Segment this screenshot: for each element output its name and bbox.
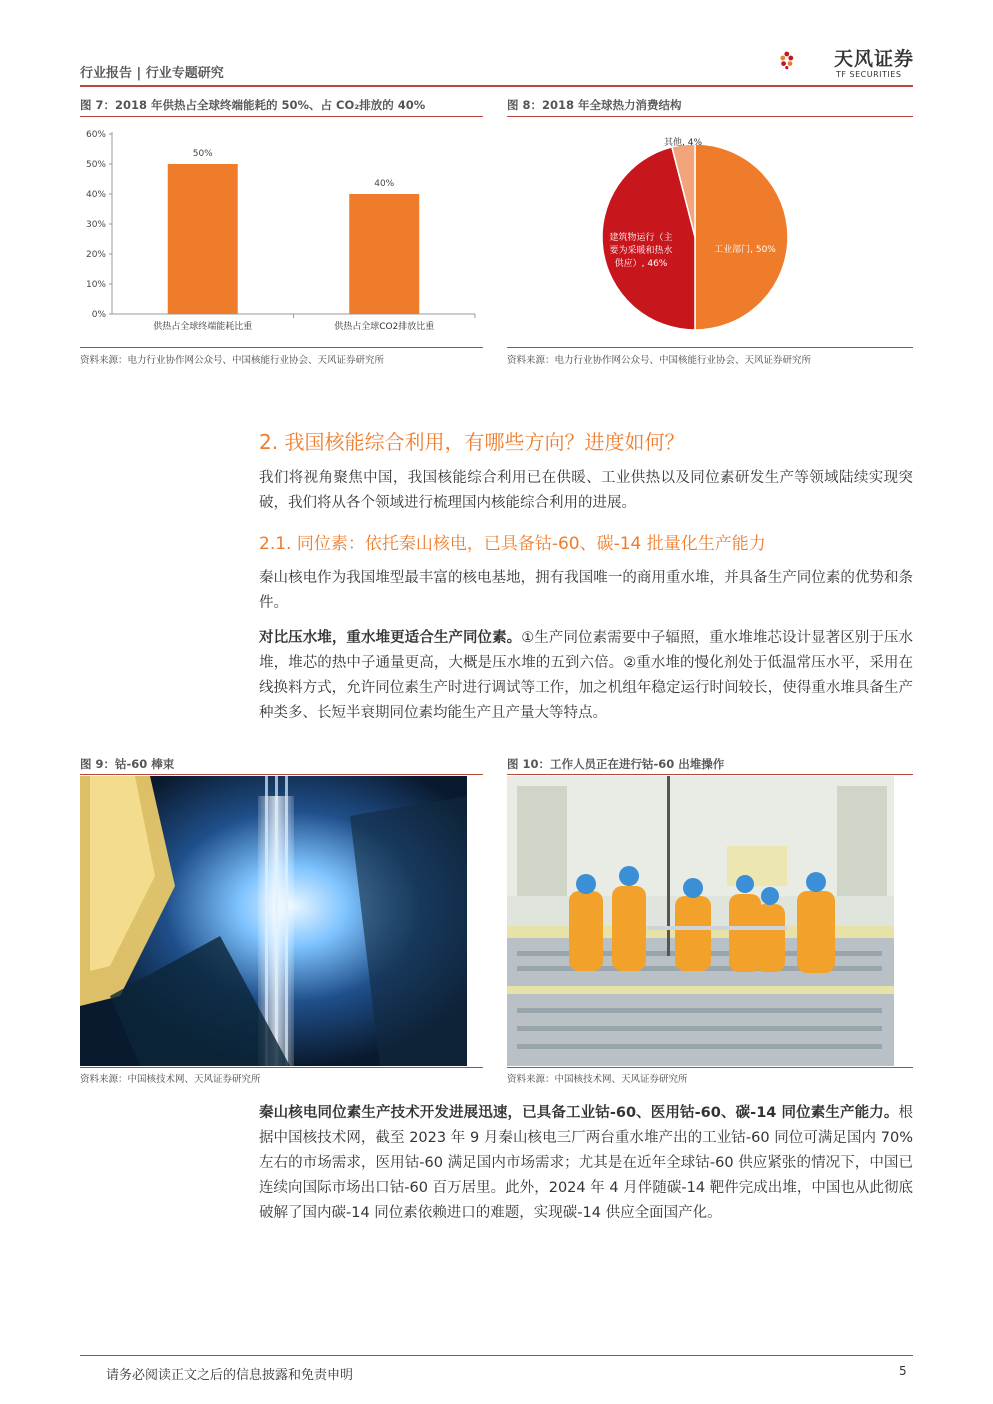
- fig7-bottom-rule: [80, 347, 483, 348]
- section-2-1-paragraph-2: [259, 626, 913, 726]
- pie-slice-label: 其他, 4%: [664, 138, 702, 148]
- y-tick-label: 30%: [85, 220, 106, 230]
- section-2-paragraph: 我们将视角聚焦中国，我国核能综合利用已在供暖、工业供热以及同位素研发生产等领域陆续实现突破，我们将从各个领域进行梳理国内核能综合利用的进展。: [259, 470, 913, 511]
- fig8-title: 图 8：2018 年全球热力消费结构: [507, 98, 682, 112]
- y-tick-label: 20%: [85, 250, 106, 260]
- cobalt-60-operation-photo: [507, 776, 894, 1066]
- x-category-label: 供热占全球终端能耗比重: [153, 322, 253, 332]
- fig7-title-rule: [80, 116, 483, 117]
- paragraph-3-lead: 秦山核电同位素生产技术开发进展迅速，已具备工业钴-60、医用钴-60、碳-14 同位素生产能力。: [259, 1105, 899, 1121]
- fig10-bottom-rule: [507, 1067, 913, 1068]
- bar-data-label: 50%: [192, 149, 213, 159]
- fig9-bottom-rule: [80, 1067, 483, 1068]
- bar-data-label: 40%: [374, 179, 395, 189]
- y-tick-label: 10%: [85, 280, 106, 290]
- paragraph-2-body: ①生产同位素需要中子辐照，重水堆堆芯设计显著区别于压水堆，堆芯的热中子通量更高，大概是压水堆的五到六倍。②重水堆的慢化剂处于低温常压水平，采用在线换料方式，允许同位素生产时进行调试等工作，加之机组年稳定运行时间较长，使得重水堆具备生产种类多、长短半衰期同位素均能生产且产量大等特点。: [259, 630, 914, 721]
- tf-securities-logo-icon: [778, 36, 834, 84]
- fig9-source: 资料来源：中国核技术网、天风证券研究所: [80, 1074, 261, 1085]
- pie-slice-label: 建筑物运行（主要为采暖和热水供应）, 46%: [609, 233, 673, 269]
- section-2-1-paragraph-3: [259, 1101, 913, 1226]
- fig10-title-rule: [507, 774, 913, 775]
- fig8-title-rule: [507, 116, 913, 117]
- y-tick-label: 0%: [91, 310, 106, 320]
- fig7-bar-chart: [80, 122, 483, 344]
- fig8-source: 资料来源：电力行业协作网公众号、中国核能行业协会、天风证券研究所: [507, 355, 812, 366]
- pie-slice-label: 工业部门, 50%: [714, 245, 776, 255]
- fig8-pie-chart: [507, 122, 913, 344]
- report-category: 行业报告 | 行业专题研究: [80, 66, 224, 81]
- fig7-title: 图 7：2018 年供热占全球终端能耗的 50%、占 CO₂排放的 40%: [80, 98, 426, 112]
- footer-disclaimer: 请务必阅读正文之后的信息披露和免责申明: [106, 1368, 354, 1383]
- paragraph-3-body: 根据中国核技术网，截至 2023 年 9 月秦山核电三厂两台重水堆产出的工业钴-60 同位可满足国内 70%左右的市场需求，医用钴-60 满足国内市场需求；尤其是在近年全球钴-60 供应紧张的情况下，中国已连续向国际市场出口钴-60 百万居里。此外，2024 年 4 月伴随碳-14 靶件完成出堆，中国也从此彻底破解了国内碳-14 同位素依赖进口的难题，实现碳-14 供应全面国产化。: [259, 1105, 913, 1221]
- fig9-title: 图 9：钴-60 棒束: [80, 757, 175, 771]
- cobalt-60-rod-bundle-photo: [80, 776, 467, 1066]
- fig9-title-rule: [80, 774, 483, 775]
- section-2-1-heading: 2.1. 同位素：依托秦山核电，已具备钴-60、碳-14 批量化生产能力: [259, 534, 766, 554]
- pie-slice: [695, 144, 788, 330]
- x-category-label: 供热占全球CO2排放比重: [334, 322, 435, 332]
- fig10-title: 图 10：工作人员正在进行钴-60 出堆操作: [507, 757, 725, 771]
- fig10-source: 资料来源：中国核技术网、天风证券研究所: [507, 1074, 688, 1085]
- fig7-source: 资料来源：电力行业协作网公众号、中国核能行业协会、天风证券研究所: [80, 355, 385, 366]
- bar: [349, 194, 419, 314]
- fig8-bottom-rule: [507, 347, 913, 348]
- y-tick-label: 60%: [85, 130, 106, 140]
- y-tick-label: 40%: [85, 190, 106, 200]
- logo-text-cn: 天风证券: [834, 48, 915, 70]
- footer-divider: [80, 1355, 913, 1356]
- header-divider: [80, 85, 913, 87]
- paragraph-2-lead: 对比压水堆，重水堆更适合生产同位素。: [259, 630, 522, 646]
- y-tick-label: 50%: [85, 160, 106, 170]
- section-2-1-paragraph-1: 秦山核电作为我国堆型最丰富的核电基地，拥有我国唯一的商用重水堆，并具备生产同位素的优势和条件。: [259, 570, 913, 611]
- logo-text-en: TF SECURITIES: [836, 70, 902, 79]
- section-2-heading: 2. 我国核能综合利用，有哪些方向？进度如何？: [259, 430, 685, 454]
- bar: [168, 164, 238, 314]
- page-number: 5: [899, 1364, 907, 1378]
